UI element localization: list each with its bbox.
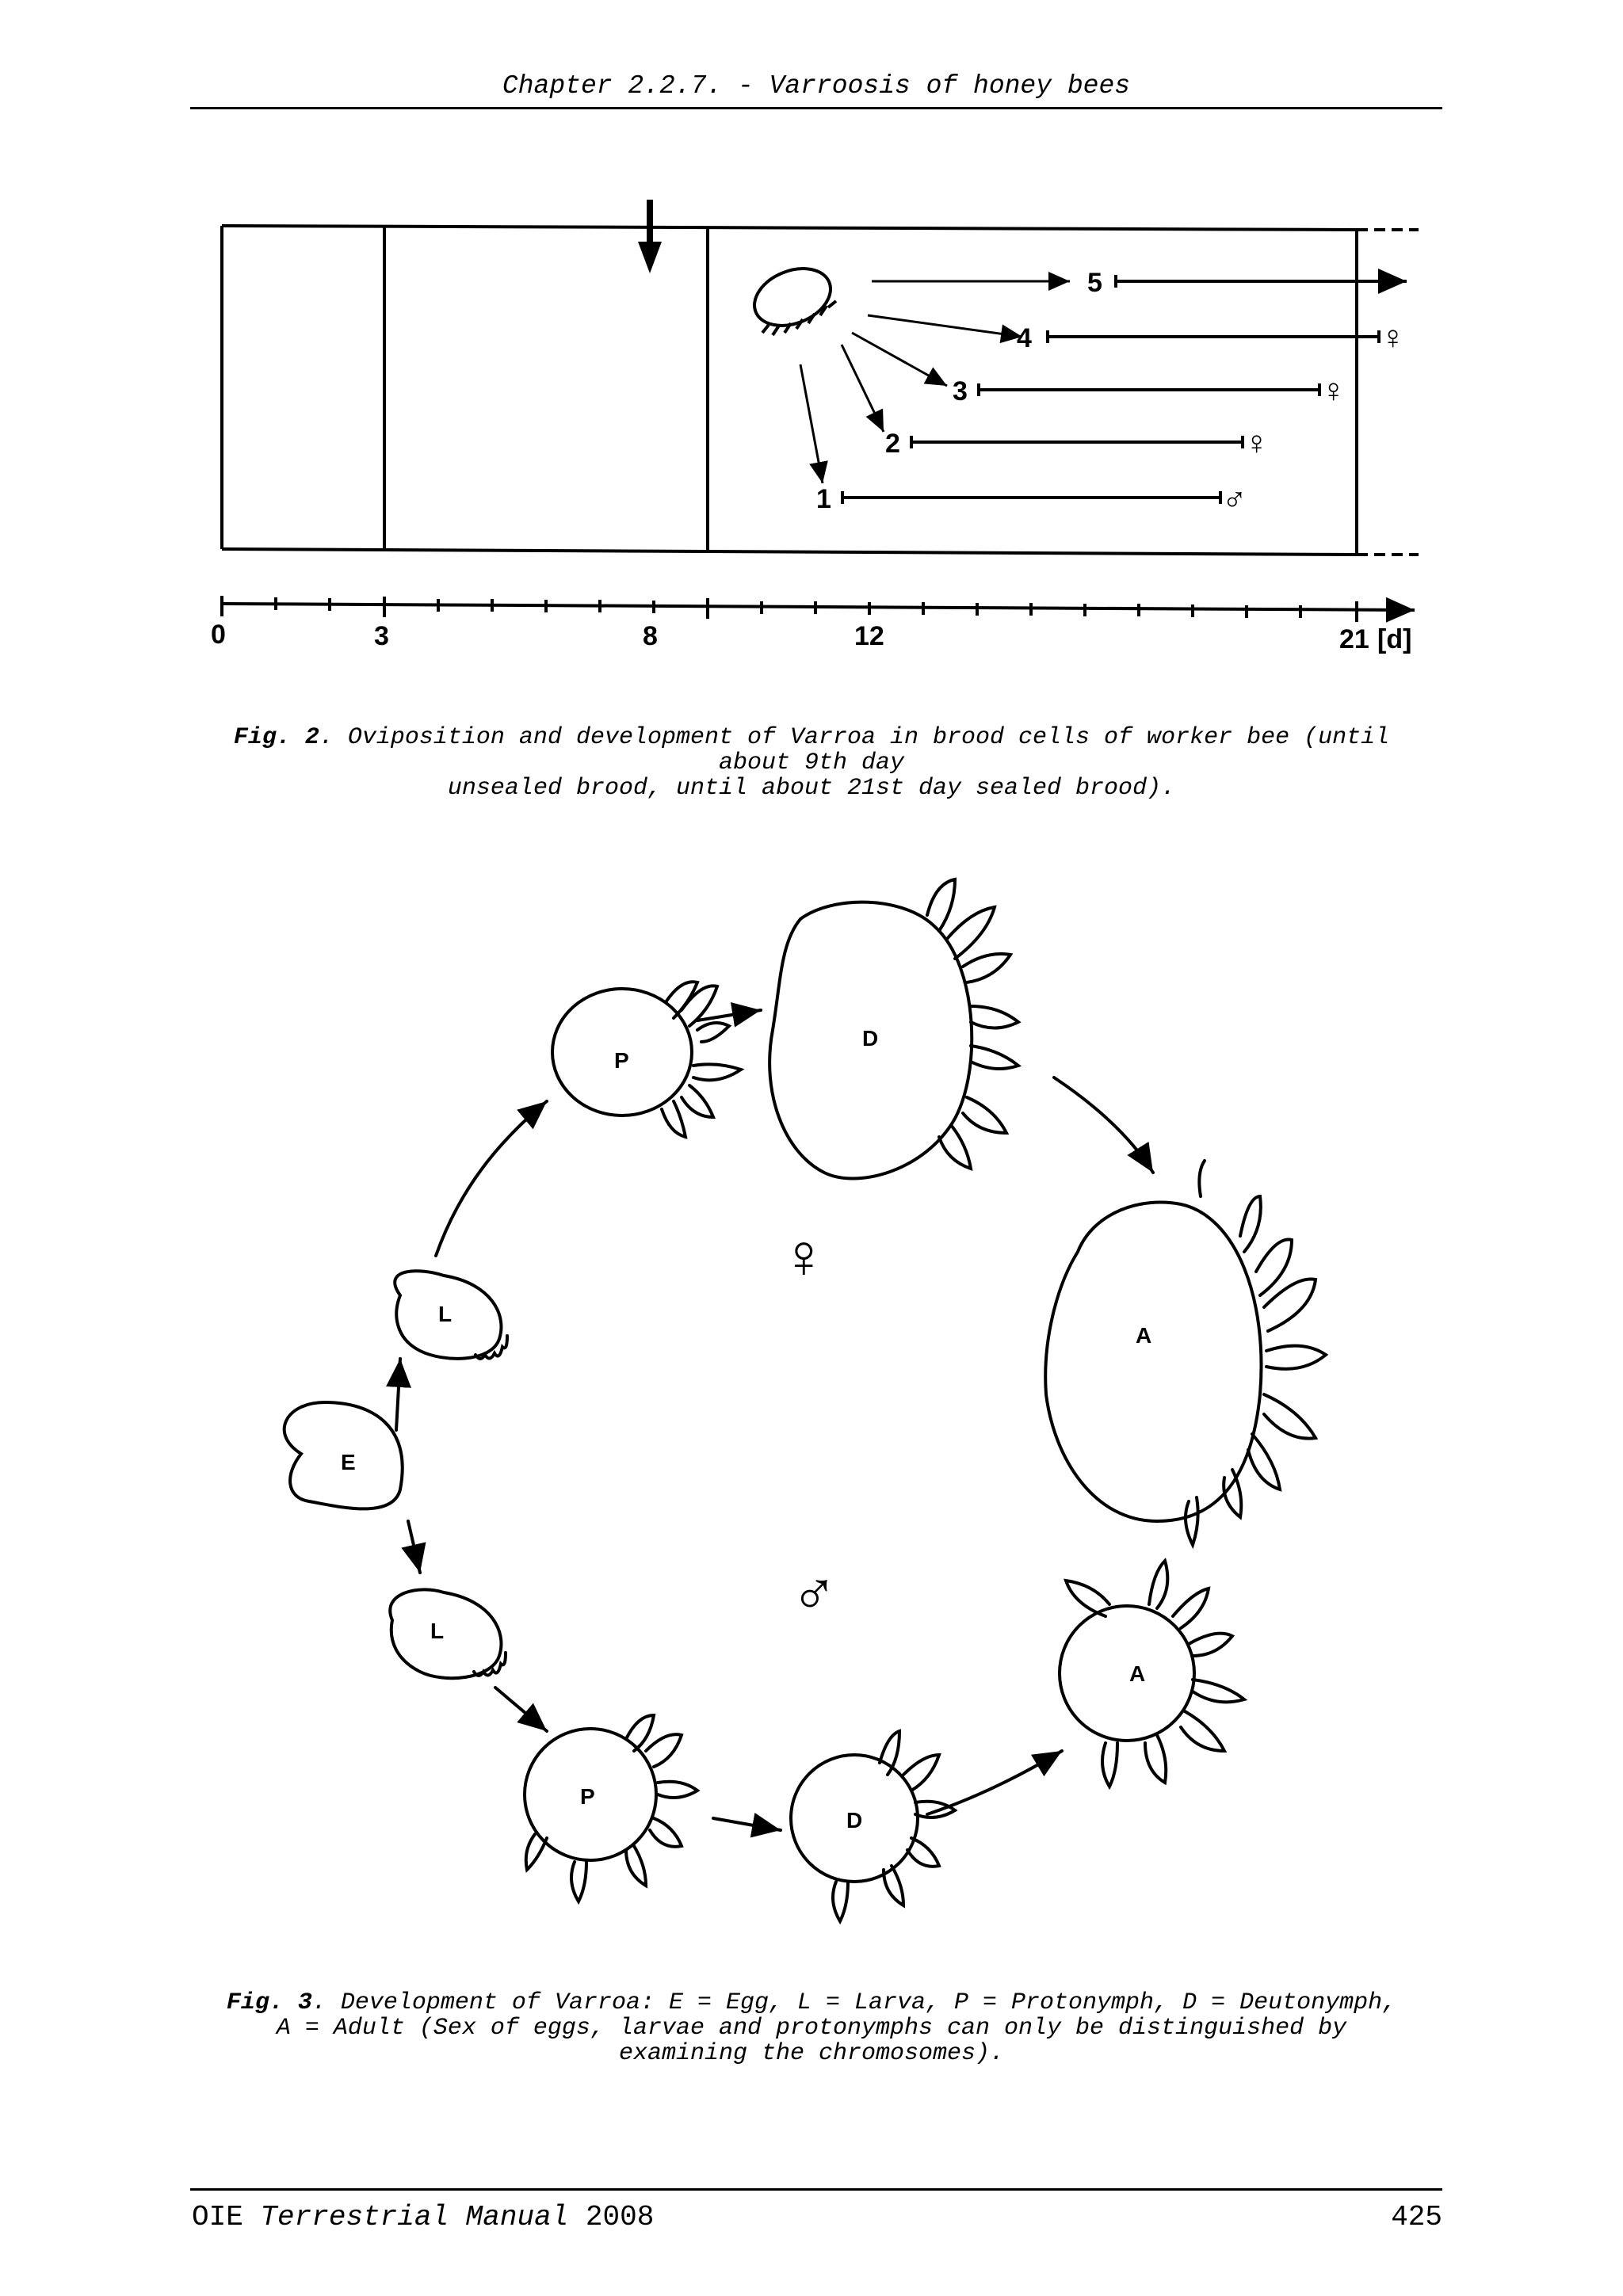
offspring-label-1: 1 <box>816 484 831 514</box>
development-cycle-arrows <box>396 1010 1153 1830</box>
footer-source <box>192 2201 654 2233</box>
tick-label-3: 3 <box>374 621 389 651</box>
protonymph-female-stage <box>552 982 741 1137</box>
footer-rule <box>190 2188 1442 2191</box>
figure-2-number: Fig. 2 <box>233 724 319 751</box>
deutonymph-female-letter: D <box>862 1026 879 1051</box>
female-symbol-2: ♀ <box>1244 424 1270 461</box>
footer-year: 2008 <box>585 2201 655 2233</box>
figure-3-caption-line-1: . Development of Varroa: E = Egg, L = Larva, P = Protonymph, D = Deutonymph, <box>311 1989 1397 2016</box>
offspring-label-5: 5 <box>1087 268 1102 298</box>
offspring-label-2: 2 <box>885 429 900 459</box>
page-number: 425 <box>1391 2201 1442 2233</box>
footer-manual-title: Terrestrial Manual <box>260 2201 569 2233</box>
adult-female-stage <box>1045 1161 1326 1545</box>
running-header: Chapter 2.2.7. - Varroosis of honey bees <box>502 71 1131 101</box>
deutonymph-male-letter: D <box>846 1808 863 1833</box>
deutonymph-female-stage <box>769 879 1018 1179</box>
footer-publisher: OIE <box>192 2201 243 2233</box>
adult-female-letter: A <box>1136 1323 1152 1348</box>
tick-label-12: 12 <box>854 621 884 651</box>
female-symbol: ♀ <box>781 1221 827 1291</box>
male-symbol: ♂ <box>791 1556 838 1626</box>
figure-2-caption-line-1: . Oviposition and development of Varroa in brood cells of worker bee (until <box>319 724 1390 751</box>
axis-unit-label: [d] <box>1377 624 1412 654</box>
deutonymph-male-stage <box>791 1731 955 1921</box>
protonymph-female-letter: P <box>614 1048 629 1073</box>
figure-3-caption-line-3: examining the chromosomes). <box>618 2040 1005 2067</box>
stage-letters <box>341 1026 1151 1833</box>
figure-3-number: Fig. 3 <box>226 1989 312 2016</box>
adult-male-stage <box>1060 1561 1244 1787</box>
tick-label-21: 21 <box>1339 624 1369 654</box>
female-symbol-3: ♀ <box>1321 372 1346 409</box>
male-symbol-1: ♂ <box>1222 479 1247 517</box>
adult-male-letter: A <box>1129 1661 1146 1686</box>
larva-male-letter: L <box>430 1619 445 1643</box>
figure-2-caption-line-3: unsealed brood, until about 21st day sealed brood). <box>447 775 1176 802</box>
figure-3-caption-line-2: A = Adult (Sex of eggs, larvae and protonymphs can only be distinguished by <box>276 2015 1347 2042</box>
offspring-label-3: 3 <box>953 376 968 406</box>
figure-2-caption-line-2: about 9th day <box>718 749 905 776</box>
protonymph-male-stage <box>525 1715 697 1901</box>
figure-3-caption <box>178 1990 1445 2066</box>
larva-male-stage <box>390 1589 506 1678</box>
tick-label-8: 8 <box>643 621 658 651</box>
female-symbol-4: ♀ <box>1381 318 1406 356</box>
tick-label-0: 0 <box>211 620 226 650</box>
egg-letter: E <box>341 1450 356 1474</box>
protonymph-male-letter: P <box>580 1784 595 1809</box>
larva-female-letter: L <box>438 1302 453 1326</box>
offspring-label-4: 4 <box>1017 323 1032 353</box>
